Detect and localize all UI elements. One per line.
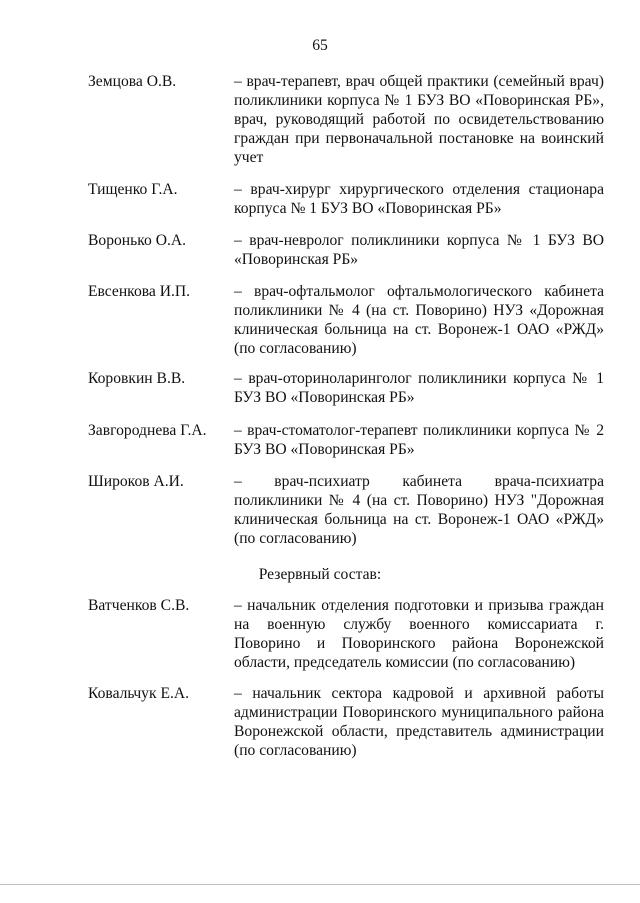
member-name: Ковальчук Е.А.	[88, 685, 190, 702]
member-description: – начальник отделения подготовки и призыва граждан на военную службу военного комиссариата г. Поворино и Поворинского района Воронежской области, председатель комиссии (по согласованию)	[234, 597, 604, 671]
member-name: Ватченков С.В.	[88, 597, 190, 614]
member-name: Тищенко Г.А.	[88, 181, 178, 198]
bottom-divider	[0, 884, 640, 885]
member-description: – врач-психиатр кабинета врача-психиатра поликлиники № 4 (на ст. Поворино) НУЗ "Дорожная клиническая больница на ст. Воронеж-1 ОАО «РЖД» (по согласованию)	[234, 473, 604, 547]
member-description: – врач-хирург хирургического отделения стационара корпуса № 1 БУЗ ВО «Поворинская РБ»	[234, 181, 604, 217]
member-description: – врач-невролог поликлиники корпуса № 1 БУЗ ВО «Поворинская РБ»	[234, 232, 604, 268]
member-description: – врач-оториноларинголог поликлиники корпуса № 1 БУЗ ВО «Поворинская РБ»	[234, 370, 604, 406]
reserve-heading: Резервный состав:	[258, 566, 382, 583]
member-description: – врач-стоматолог-терапевт поликлиники корпуса № 2 БУЗ ВО «Поворинская РБ»	[234, 422, 604, 458]
member-name: Воронько О.А.	[88, 232, 187, 249]
member-name: Евсенкова И.П.	[88, 283, 191, 300]
member-name: Широков А.И.	[88, 473, 184, 490]
member-description: – врач-терапевт, врач общей практики (семейный врач) поликлиники корпуса № 1 БУЗ ВО «Поворинская РБ», врач, руководящий работой по освидетельствованию граждан при первоначальной постановке на воинский учет	[234, 73, 604, 166]
member-name: Земцова О.В.	[88, 73, 177, 90]
page-number: 65	[312, 37, 328, 54]
member-name: Завгороднева Г.А.	[88, 422, 207, 439]
member-name: Коровкин В.В.	[88, 370, 186, 387]
member-description: – начальник сектора кадровой и архивной работы администрации Поворинского муниципального района Воронежской области, представитель администрации (по согласованию)	[234, 685, 604, 759]
member-description: – врач-офтальмолог офтальмологического кабинета поликлиники № 4 (на ст. Поворино) НУЗ «Дорожная клиническая больница на ст. Воронеж-1 ОАО «РЖД» (по согласованию)	[234, 283, 604, 357]
